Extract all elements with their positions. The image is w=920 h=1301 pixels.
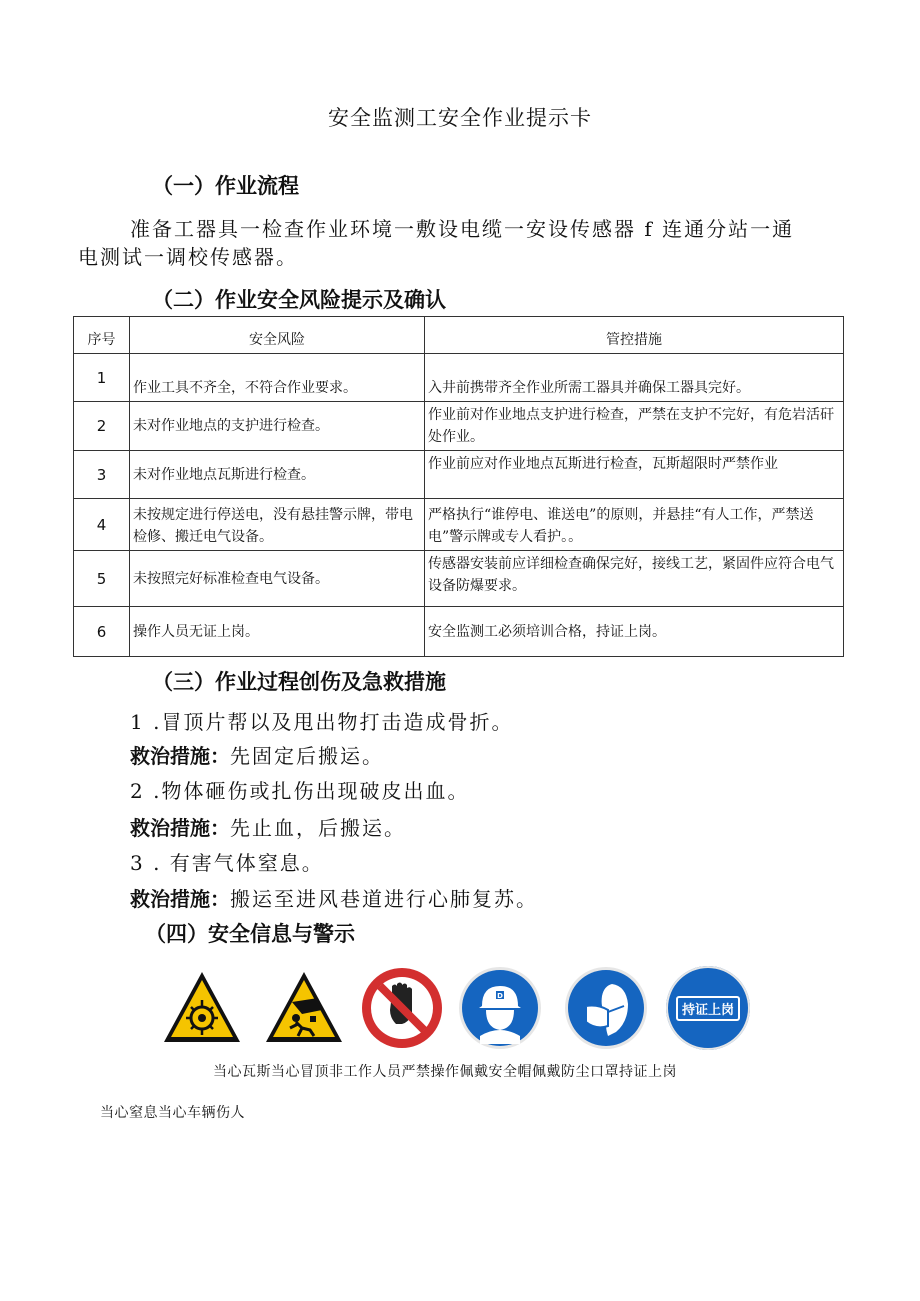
row-risk: 未对作业地点的支护进行检查。 <box>130 402 425 451</box>
table-row <box>74 607 844 657</box>
row-risk: 未按规定进行停送电，没有悬挂警示牌，带电检修、搬迁电气设备。 <box>130 499 425 551</box>
first-aid-measure: 先止血，后搬运。 <box>230 816 406 840</box>
row-risk: 未按照完好标准检查电气设备。 <box>130 551 425 607</box>
risk-table <box>73 316 844 657</box>
first-aid-measure: 先固定后搬运。 <box>230 744 384 768</box>
workflow-line-2: 电测试一调校传感器。 <box>78 245 298 269</box>
first-aid-measure: 搬运至进风巷道进行心肺复苏。 <box>230 887 538 911</box>
workflow-line-1: 准备工器具一检查作业环境一敷设电缆一安设传感器 f 连通分站一通 <box>130 217 795 241</box>
signs-caption-1: 当心瓦斯当心冒顶非工作人员严禁操作佩戴安全帽佩戴防尘口罩持证上岗 <box>213 1064 677 1080</box>
no-operation-sign-icon <box>360 966 444 1050</box>
table-row <box>74 451 844 499</box>
injury-item-3: 3 . 有害气体窒息。 <box>130 851 324 875</box>
certified-mandatory-sign-icon <box>666 966 750 1050</box>
injury-item-2: 2 .物体砸伤或扎伤出现破皮出血。 <box>130 779 470 803</box>
row-number: 5 <box>74 551 130 607</box>
row-risk: 操作人员无证上岗。 <box>130 607 425 657</box>
table-header-row <box>74 317 844 354</box>
table-row <box>74 499 844 551</box>
table-row <box>74 354 844 402</box>
first-aid-line-1 <box>130 740 384 769</box>
section-3-heading: （三）作业过程创伤及急救措施 <box>152 670 446 694</box>
roof-fall-warning-sign-icon <box>262 966 346 1050</box>
row-number: 4 <box>74 499 130 551</box>
first-aid-line-3 <box>130 883 538 912</box>
row-control: 安全监测工必须培训合格，持证上岗。 <box>425 607 844 657</box>
table-row <box>74 402 844 451</box>
row-number: 1 <box>74 354 130 402</box>
injury-item-1: 1 .冒顶片帮以及甩出物打击造成骨折。 <box>130 710 514 734</box>
helmet-mark: D <box>497 992 503 1000</box>
certified-sign-text: 持证上岗 <box>676 996 740 1021</box>
row-control: 传感器安装前应详细检查确保完好，接线工艺，紧固件应符合电气设备防爆要求。 <box>425 551 844 607</box>
row-risk: 未对作业地点瓦斯进行检查。 <box>130 451 425 499</box>
column-header-no: 序号 <box>74 317 130 354</box>
safety-signs-row <box>160 966 760 1048</box>
dust-mask-mandatory-sign-icon <box>564 966 648 1050</box>
row-number: 6 <box>74 607 130 657</box>
first-aid-label: 救治措施： <box>130 816 230 840</box>
table-row <box>74 551 844 607</box>
row-number: 3 <box>74 451 130 499</box>
row-number: 2 <box>74 402 130 451</box>
column-header-control: 管控措施 <box>425 317 844 354</box>
helmet-mandatory-sign-icon <box>458 966 542 1050</box>
document-title: 安全监测工安全作业提示卡 <box>328 106 592 130</box>
row-control: 作业前对作业地点支护进行检查，严禁在支护不完好，有危岩活矸处作业。 <box>425 402 844 451</box>
signs-caption-2: 当心窒息当心车辆伤人 <box>100 1105 245 1121</box>
row-control: 作业前应对作业地点瓦斯进行检查，瓦斯超限时严禁作业 <box>425 451 844 499</box>
section-4-heading: （四）安全信息与警示 <box>145 922 355 946</box>
row-risk: 作业工具不齐全，不符合作业要求。 <box>130 354 425 402</box>
row-control: 入井前携带齐全作业所需工器具并确保工器具完好。 <box>425 354 844 402</box>
gas-warning-sign-icon <box>160 966 244 1050</box>
row-control: 严格执行“谁停电、谁送电”的原则，并悬挂“有人工作，严禁送电”警示牌或专人看护。。 <box>425 499 844 551</box>
first-aid-line-2 <box>130 812 406 841</box>
section-1-heading: （一）作业流程 <box>152 174 299 198</box>
first-aid-label: 救治措施： <box>130 887 230 911</box>
column-header-risk: 安全风险 <box>130 317 425 354</box>
first-aid-label: 救治措施： <box>130 744 230 768</box>
section-2-heading: （二）作业安全风险提示及确认 <box>152 288 446 312</box>
